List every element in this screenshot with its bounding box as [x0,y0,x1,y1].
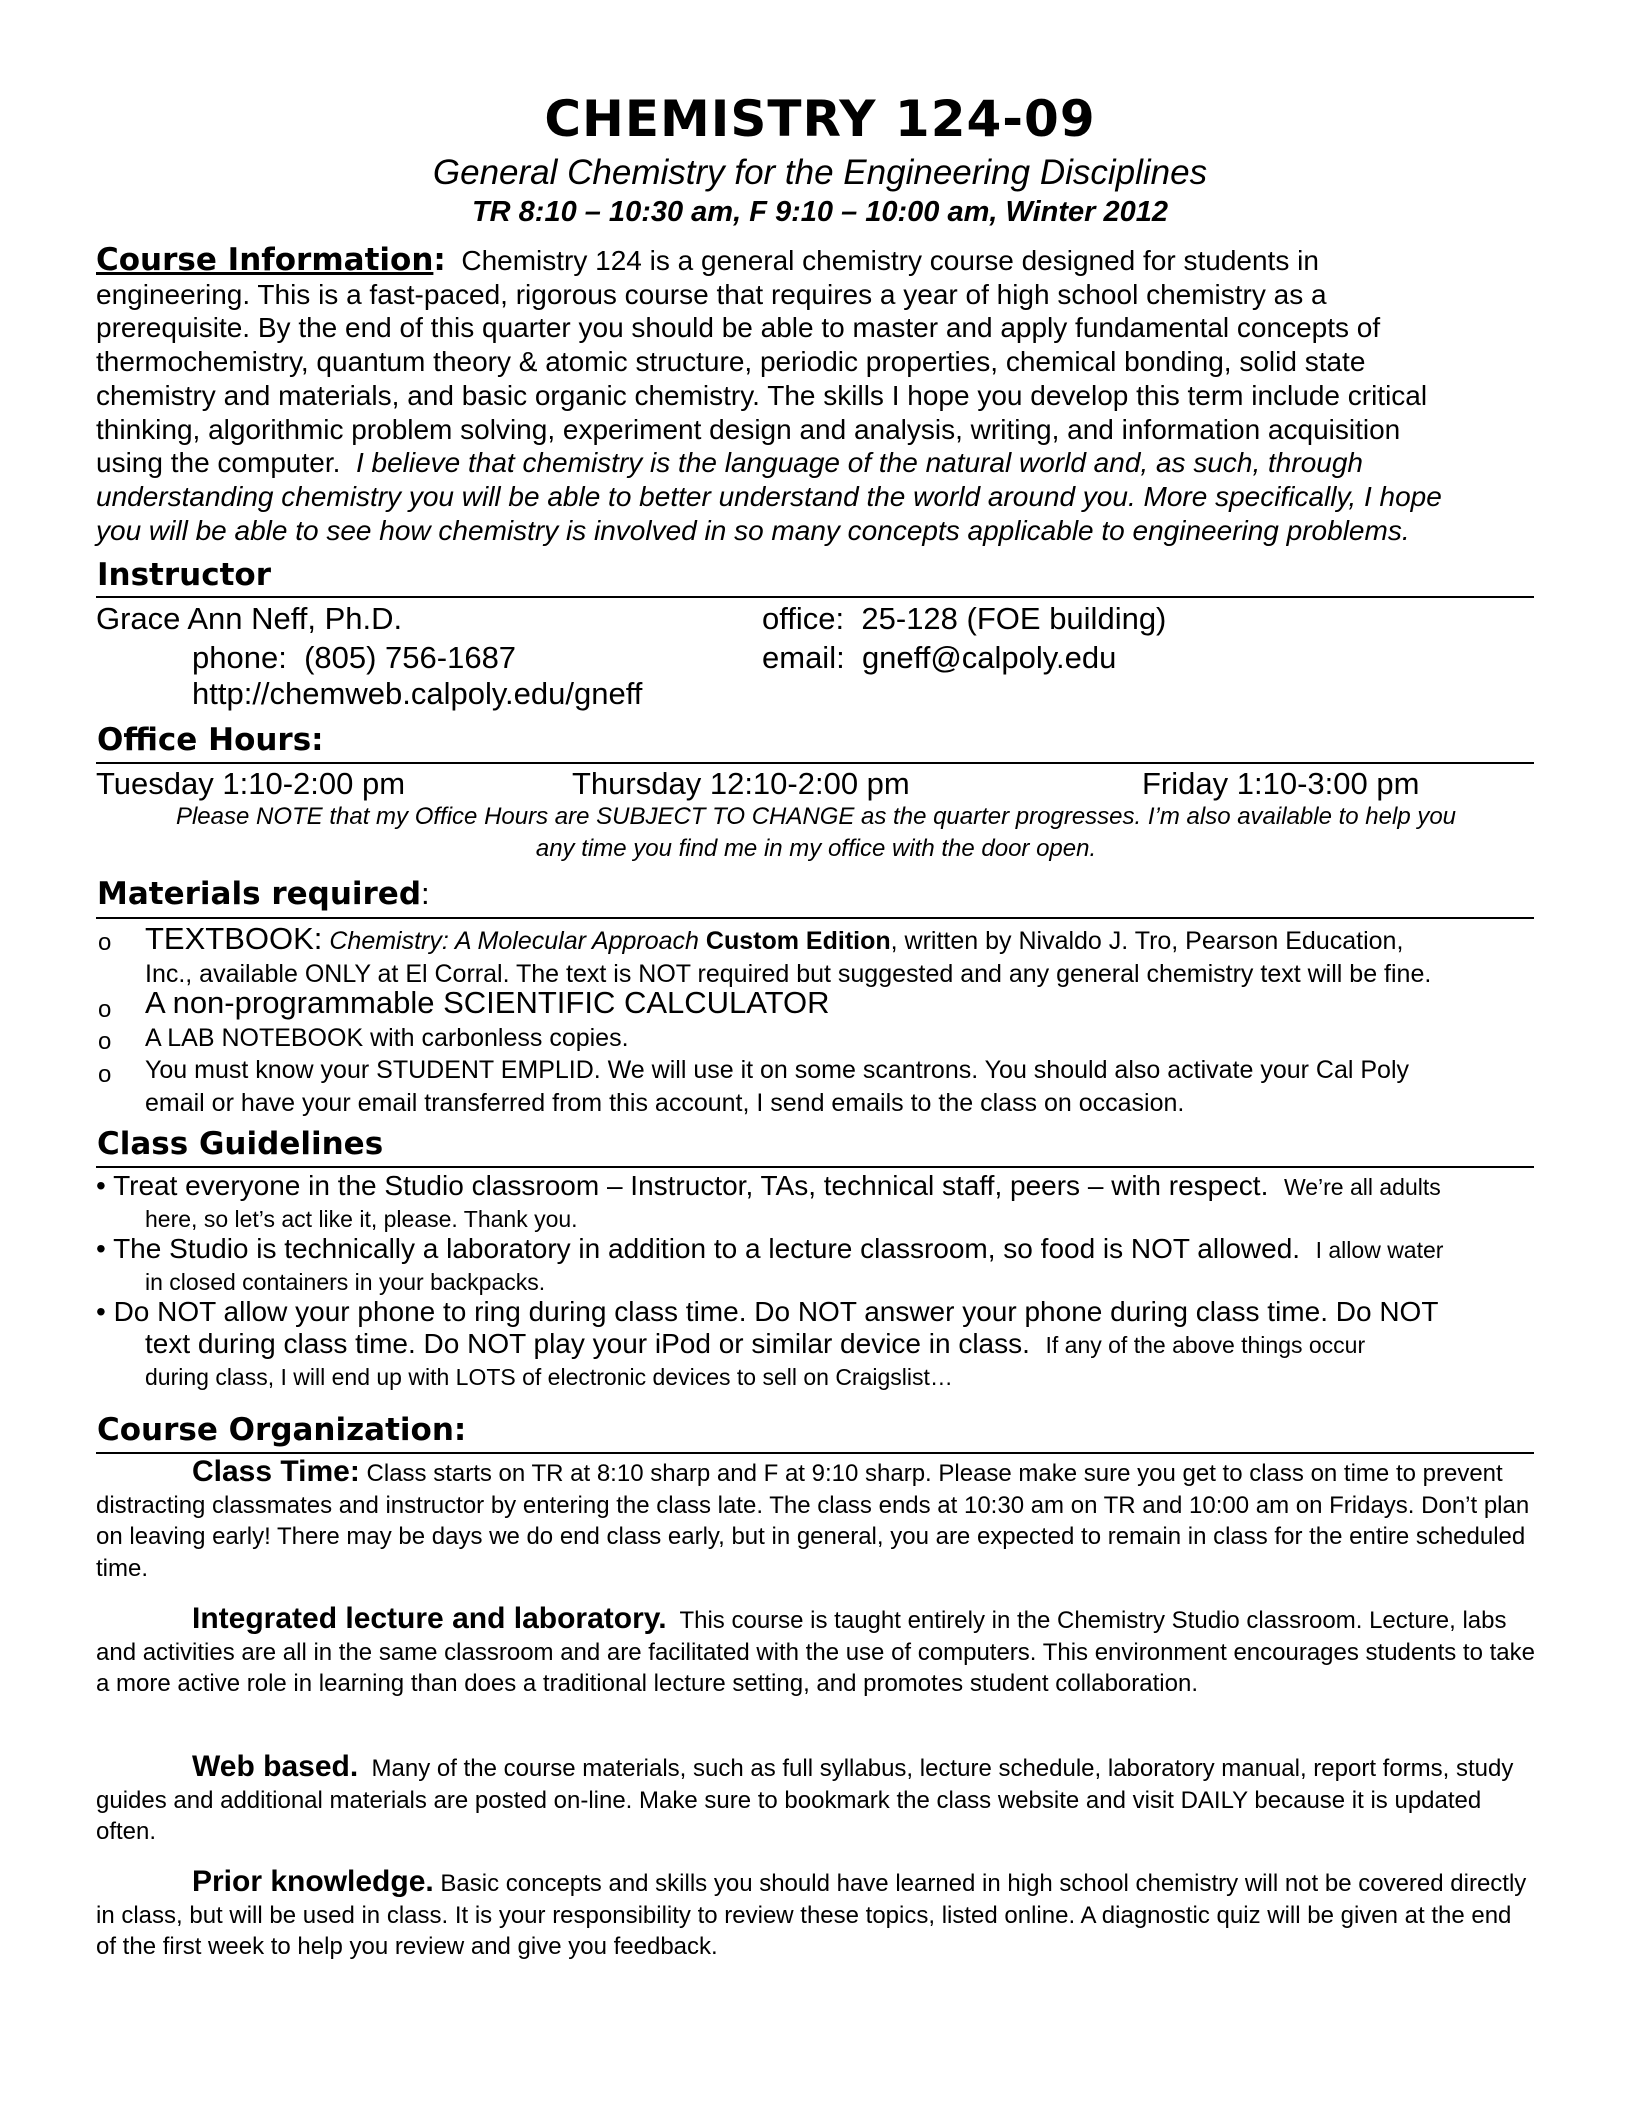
document-subtitle: General Chemistry for the Engineering Disciplines [432,153,1208,192]
instructor-phone: phone: (805) 756-1687 [192,640,517,675]
bullet-icon: o [98,1028,112,1055]
materials-textbook: TEXTBOOK: Chemistry: A Molecular Approach Custom Edition, written by Nivaldo J. Tro, Pearson Education, Inc., available ONLY at El Corral. The text is NOT required but suggested and any general chemistry text will be fine. [145,921,1432,988]
materials-notebook: A LAB NOTEBOOK with carbonless copies. [145,1024,629,1052]
section-divider [96,762,1534,764]
course-info-line: engineering. This is a fast-paced, rigorous course that requires a year of high school chemistry as a [96,278,1327,310]
bullet-icon: o [98,929,112,956]
integrated-lead: Integrated lecture and laboratory. [192,1602,667,1635]
integrated-paragraph: Integrated lecture and laboratory. This course is taught entirely in the Chemistry Studio classroom. Lecture, labs and activities are all in the same classroom and are facilitated with the use of computers. This environment encourages students to take a more active role in learning than does a traditional lecture setting, and promotes student collaboration. [96,1602,1535,1697]
instructor-email: email: gneff@calpoly.edu [762,640,1117,675]
course-info-heading: Course Information [96,242,434,278]
prior-knowledge-lead: Prior knowledge. [192,1865,434,1898]
section-divider [96,917,1534,919]
instructor-email-link[interactable]: gneff@calpoly.edu [861,640,1117,675]
instructor-heading: Instructor [97,557,272,593]
section-divider [96,1166,1534,1168]
web-based-paragraph: Web based. Many of the course materials, such as full syllabus, lecture schedule, laboratory manual, report forms, study guides and additional materials are posted on-line. Make sure to bookmark the class website and visit DAILY because it is updated often. [96,1750,1514,1845]
course-info-italic: I believe that chemistry is the language of the natural world and, as such, through [355,447,1363,479]
guideline-item: • Do NOT allow your phone to ring during class time. Do NOT answer your phone during class time. Do NOT text during class time. Do NOT play your iPod or similar device in class. If any of the above things occur during class, I will end up with LOTS of electronic devices to sell on Craigslist… [96,1296,1439,1390]
course-info-first-line: Chemistry 124 is a general chemistry course designed for students in [461,245,1319,276]
course-info-line: chemistry and materials, and basic organic chemistry. The skills I hope you develop this term include critical [96,379,1428,411]
office-hours-thursday: Thursday 12:10-2:00 pm [572,766,910,801]
materials-heading: Materials required: [97,876,430,912]
document-title: CHEMISTRY 124-09 [544,90,1096,148]
materials-emplid: You must know your STUDENT EMPLID. We will use it on some scantrons. You should also activate your Cal Poly email or have your email transferred from this account, I send emails to the class on occasion. [145,1056,1410,1117]
guideline-item: • Treat everyone in the Studio classroom – Instructor, TAs, technical staff, peers – with respect. We’re all adults here, so let’s act like it, please. Thank you. [96,1170,1441,1232]
class-schedule: TR 8:10 – 10:30 am, F 9:10 – 10:00 am, Winter 2012 [471,196,1169,228]
bullet-icon: o [98,996,112,1023]
office-hours-note: Please NOTE that my Office Hours are SUBJECT TO CHANGE as the quarter progresses. I’m also available to help you any time you find me in my office with the door open. [175,803,1457,862]
web-based-lead: Web based. [192,1750,359,1783]
instructor-office: office: 25-128 (FOE building) [762,601,1167,636]
class-time-paragraph: Class Time: Class starts on TR at 8:10 sharp and F at 9:10 sharp. Please make sure you get to class on time to prevent distracting classmates and instructor by entering the class late. The class ends at 10:30 am on TR and 10:00 am on Fridays. Don’t plan on leaving early! There may be days we do end class early, but in general, you are expected to remain in class for the entire scheduled time. [96,1455,1530,1582]
office-hours-heading: Office Hours: [97,722,324,758]
course-info-section: Course Information: Chemistry 124 is a general chemistry course designed for students in engineering. This is a fast-paced, rigorous course that requires a year of high school chemistry as a prerequisite. By the end of this quarter you should be able to master and apply fundamental concepts of thermochemistry, quantum theory & atomic structure, periodic properties, chemical bonding, solid state chemistry and materials, and basic organic chemistry. The skills I hope you develop this term include critical thinking, algorithmic problem solving, experiment design and analysis, writing, and information acquisition using the computer. I believe that chemistry is the language of the natural world and, as such, through understanding chemistry you will be able to better understand the world around you. More specifically, I hope you will be able to see how chemistry is involved in so many concepts applicable to engineering problems. [96,244,1536,547]
course-info-line: prerequisite. By the end of this quarter you should be able to master and apply fundamental concepts of [96,312,1381,344]
office-hours-friday: Friday 1:10-3:00 pm [1142,766,1420,801]
bullet-icon: o [98,1061,112,1088]
instructor-name: Grace Ann Neff, Ph.D. [96,601,403,636]
office-hours-tuesday: Tuesday 1:10-2:00 pm [96,766,406,801]
organization-heading: Course Organization: [97,1412,467,1448]
materials-calculator: A non-programmable SCIENTIFIC CALCULATOR [145,985,830,1020]
section-divider [96,596,1534,598]
class-time-lead: Class Time: [192,1455,360,1488]
prior-knowledge-paragraph: Prior knowledge. Basic concepts and skills you should have learned in high school chemistry will not be covered directly in class, but will be used in class. It is your responsibility to review these topics, listed online. A diagnostic quiz will be given at the end of the first week to help you review and give you feedback. [96,1865,1527,1960]
course-info-italic: you will be able to see how chemistry is involved in so many concepts applicable to engineering problems. [96,514,1410,546]
guidelines-heading: Class Guidelines [97,1126,384,1162]
section-divider [96,1452,1534,1454]
instructor-website-link[interactable]: http://chemweb.calpoly.edu/gneff [192,676,643,711]
course-info-line: thinking, algorithmic problem solving, experiment design and analysis, writing, and information acquisition [96,413,1401,445]
course-info-line: using the computer. [96,447,341,479]
guideline-item: • The Studio is technically a laboratory in addition to a lecture classroom, so food is NOT allowed. I allow water in closed containers in your backpacks. [96,1233,1444,1295]
course-info-italic: understanding chemistry you will be able to better understand the world around you. More specifically, I hope [96,480,1442,512]
course-info-line: thermochemistry, quantum theory & atomic structure, periodic properties, chemical bonding, solid state [96,346,1366,378]
